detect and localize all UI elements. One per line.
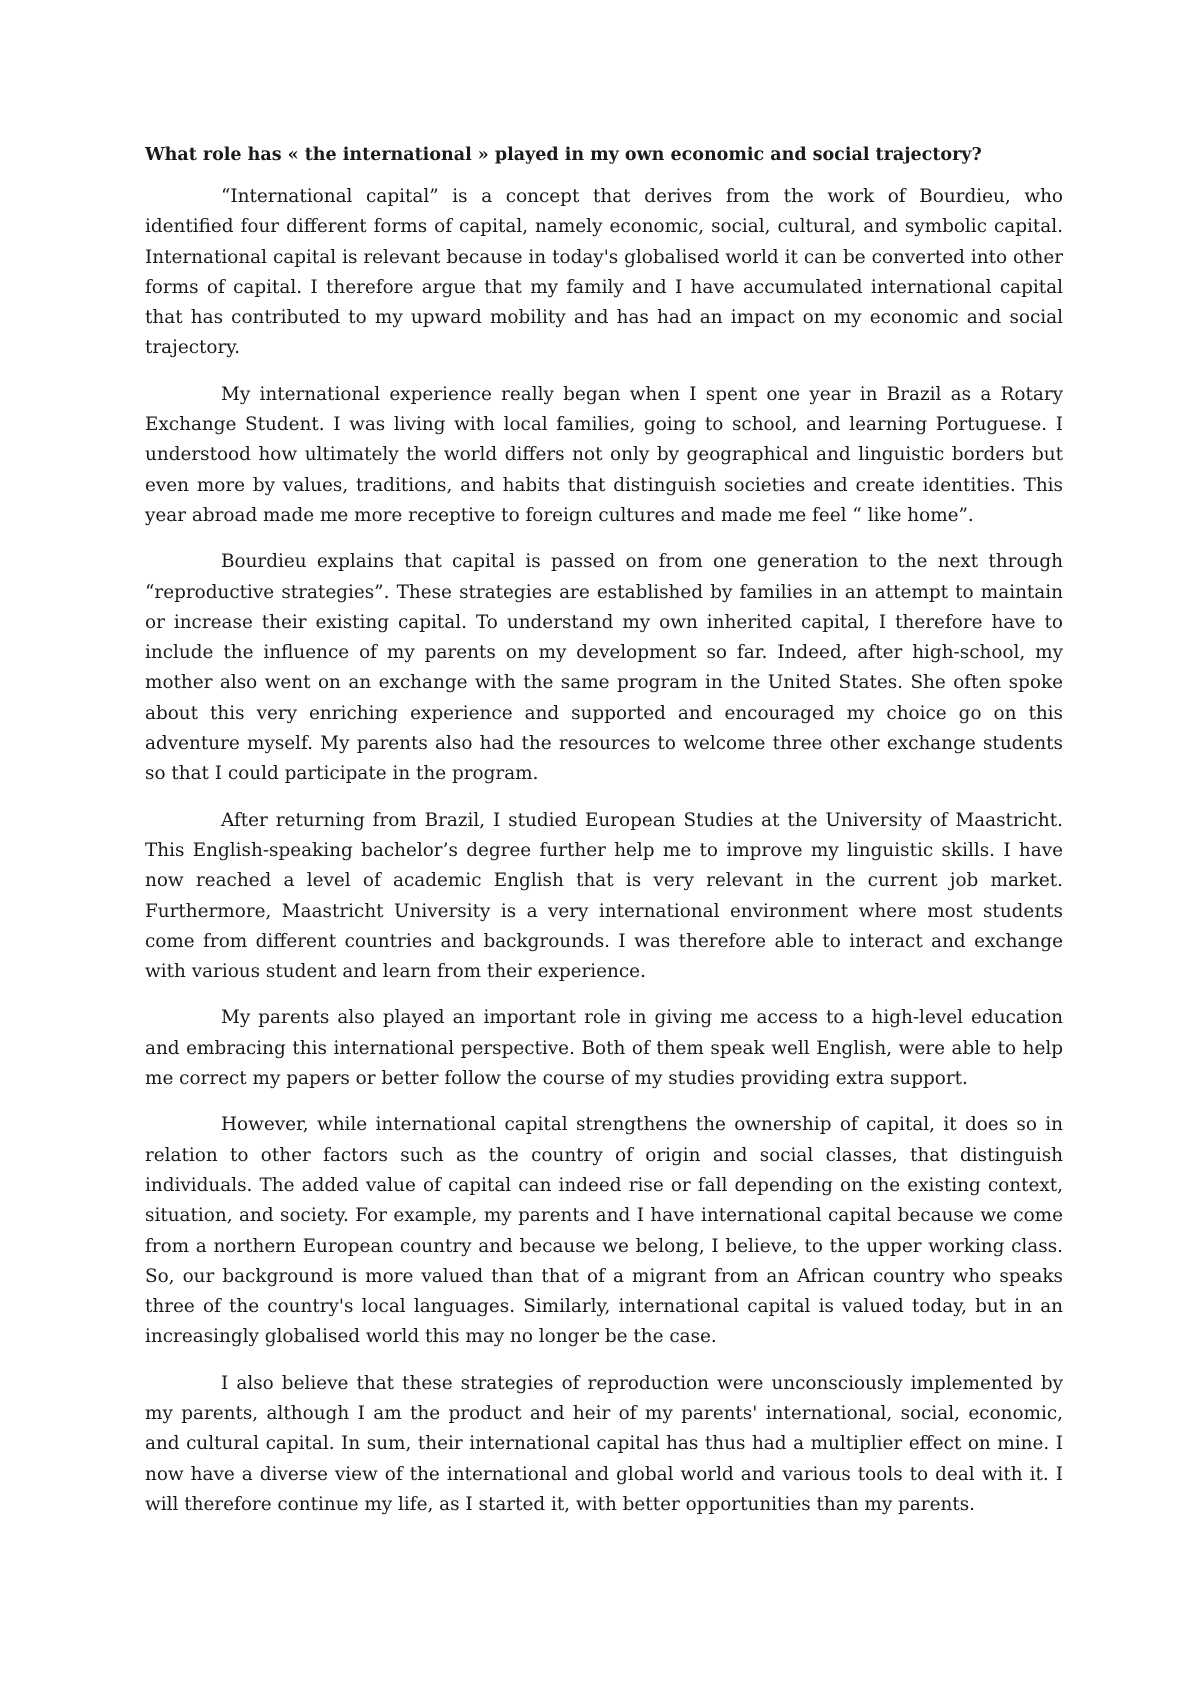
paragraph: However, while international capital strengthens the ownership of capital, it does so in relation to other factors such as the country of origin and social classes, that distinguish individuals. The added value of capital can indeed rise or fall depending on the existing context, situation, and society. For example, my parents and I have international capital because we come from a northern European country and because we belong, I believe, to the upper working class. So, our background is more valued than that of a migrant from an African country who speaks three of the country's local languages. Similarly, international capital is valued today, but in an increasingly globalised world this may no longer be the case.	[145, 1114, 1063, 1348]
document-title: What role has « the international » played in my own economic and social trajectory?	[145, 145, 982, 165]
paragraph: I also believe that these strategies of reproduction were unconsciously implemented by my parents, although I am the product and heir of my parents' international, social, economic, and cultural capital. In sum, their international capital has thus had a multiplier effect on mine. I now have a diverse view of the international and global world and various tools to deal with it. I will therefore continue my life, as I started it, with better opportunities than my parents.	[145, 1372, 1063, 1515]
paragraph: “International capital” is a concept that derives from the work of Bourdieu, who identified four different forms of capital, namely economic, social, cultural, and symbolic capital. International capital is relevant because in today's globalised world it can be converted into other forms of capital. I therefore argue that my family and I have accumulated international capital that has contributed to my upward mobility and has had an impact on my economic and social trajectory.	[145, 186, 1063, 359]
paragraph: My parents also played an important role in giving me access to a high-level education and embracing this international perspective. Both of them speak well English, were able to help me correct my papers or better follow the course of my studies providing extra support.	[145, 1007, 1063, 1090]
document-body	[145, 140, 1063, 1536]
paragraph: My international experience really began when I spent one year in Brazil as a Rotary Exchange Student. I was living with local families, going to school, and learning Portuguese. I understood how ultimately the world differs not only by geographical and linguistic borders but even more by values, traditions, and habits that distinguish societies and create identities. This year abroad made me more receptive to foreign cultures and made me feel “ like home”.	[145, 383, 1063, 526]
paragraph: After returning from Brazil, I studied European Studies at the University of Maastricht. This English-speaking bachelor’s degree further help me to improve my linguistic skills. I have now reached a level of academic English that is very relevant in the current job market. Furthermore, Maastricht University is a very international environment where most students come from different countries and backgrounds. I was therefore able to interact and exchange with various student and learn from their experience.	[145, 809, 1063, 983]
paragraph: Bourdieu explains that capital is passed on from one generation to the next through “reproductive strategies”. These strategies are established by families in an attempt to maintain or increase their existing capital. To understand my own inherited capital, I therefore have to include the influence of my parents on my development so far. Indeed, after high-school, my mother also went on an exchange with the same program in the United States. She often spoke about this very enriching experience and supported and encouraged my choice go on this adventure myself. My parents also had the resources to welcome three other exchange students so that I could participate in the program.	[145, 551, 1063, 785]
